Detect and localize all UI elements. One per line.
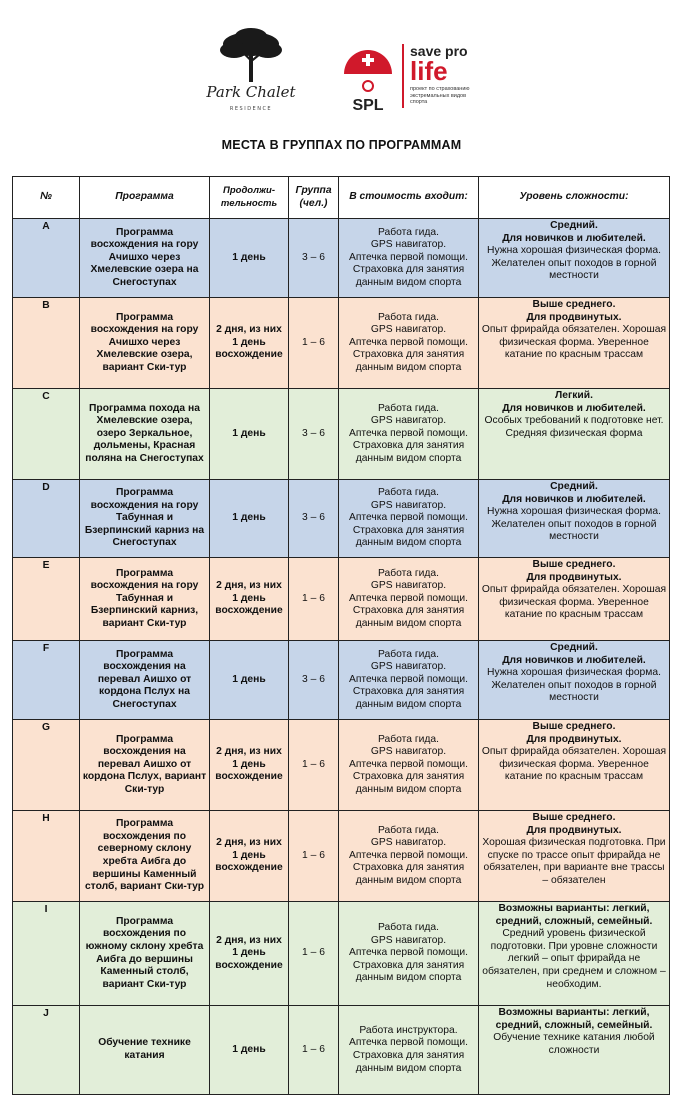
- svg-text:SPL: SPL: [352, 97, 384, 114]
- table-row: [13, 1006, 670, 1095]
- included-item: Работа гида.: [378, 311, 439, 323]
- included-item: Работа гида.: [378, 487, 439, 499]
- included-cell: [339, 720, 479, 811]
- level-cell: [479, 1006, 670, 1095]
- spl-tagline: проект по страхованию экстремальных видов спорта: [410, 86, 470, 105]
- row-num: H: [13, 811, 80, 902]
- program-name: Обучение технике катания: [80, 1006, 210, 1095]
- included-cell: [339, 298, 479, 389]
- program-name: Программа восхождения по северному склону хребта Аибга до вершины Каменный столб, вариант Ски-тур: [80, 811, 210, 902]
- group-size: 3 – 6: [289, 641, 339, 720]
- included-item: Аптечка первой помощи.: [348, 512, 469, 524]
- included-item: Аптечка первой помощи.: [348, 849, 469, 861]
- level-description: Хорошая физическая подготовка. При спуске по трассе опыт фрирайда не обязателен, при варианте вне трассы – обязателен: [482, 837, 666, 886]
- included-item: Страховка для занятия данным видом спорта: [352, 959, 465, 984]
- level-cell: [479, 219, 670, 298]
- level-title: Выше среднего.: [532, 721, 616, 732]
- included-item: Страховка для занятия данным видом спорта: [352, 440, 465, 464]
- table-row: [13, 902, 670, 1006]
- level-cell: [479, 480, 670, 558]
- included-item: GPS навигатор.: [370, 580, 447, 592]
- duration: 2 дня, из них 1 день восхождение: [210, 558, 289, 641]
- duration: 2 дня, из них 1 день восхождение: [210, 902, 289, 1006]
- level-title: Средний.: [550, 481, 598, 492]
- programs-table: [12, 176, 670, 1095]
- program-name: Программа восхождения на перевал Аишхо от кордона Пслух на Снегоступах: [80, 641, 210, 720]
- included-cell: [339, 389, 479, 480]
- table-row: [13, 298, 670, 389]
- table-row: [13, 720, 670, 811]
- row-num: D: [13, 480, 80, 558]
- program-name: Программа похода на Хмелевские озера, озеро Зеркальное, дольмены, Красная поляна на Снегоступах: [80, 389, 210, 480]
- included-item: Работа гида.: [378, 567, 439, 579]
- row-num: B: [13, 298, 80, 389]
- table-row: [13, 389, 670, 480]
- included-item: Работа гида.: [378, 226, 439, 238]
- svg-text:Park Chalet: Park Chalet: [206, 83, 296, 101]
- level-title: Средний.: [550, 642, 598, 653]
- included-item: Аптечка первой помощи.: [348, 336, 469, 348]
- row-num: E: [13, 558, 80, 641]
- level-title: Средний.: [550, 220, 598, 231]
- program-name: Программа восхождения на гору Ачишхо через Хмелевские озера на Снегоступах: [80, 219, 210, 298]
- group-size: 3 – 6: [289, 480, 339, 558]
- table-row: [13, 641, 670, 720]
- save-pro-life-logo: [338, 44, 483, 124]
- duration: 2 дня, из них 1 день восхождение: [210, 298, 289, 389]
- level-description: Опыт фрирайда обязателен. Хорошая физическая форма. Уверенное катание по красным трассам: [481, 584, 667, 621]
- included-item: GPS навигатор.: [370, 934, 447, 946]
- included-item: GPS навигатор.: [370, 661, 447, 673]
- included-item: Страховка для занятия данным видом спорта: [352, 1050, 465, 1074]
- included-item: Аптечка первой помощи.: [348, 758, 469, 770]
- group-size: 1 – 6: [289, 558, 339, 641]
- level-description: Опыт фрирайда обязателен. Хорошая физическая форма. Уверенное катание по красным трассам: [481, 746, 667, 783]
- svg-text:RESIDENCE: RESIDENCE: [229, 106, 273, 112]
- page-title: МЕСТА В ГРУППАХ ПО ПРОГРАММАМ: [221, 138, 462, 152]
- level-cell: [479, 558, 670, 641]
- group-size: 1 – 6: [289, 1006, 339, 1095]
- header-group: Группа (чел.): [289, 177, 339, 219]
- table-row: [13, 811, 670, 902]
- level-audience: Для новичков и любителей.: [502, 402, 646, 414]
- level-description: Особых требований к подготовке нет. Средняя физическая форма: [484, 415, 664, 439]
- level-audience: Для новичков и любителей.: [502, 232, 646, 244]
- included-item: Аптечка первой помощи.: [348, 947, 469, 959]
- included-item: Работа гида.: [378, 824, 439, 836]
- included-item: Работа гида.: [378, 402, 439, 414]
- included-item: Страховка для занятия данным видом спорта: [352, 349, 465, 373]
- included-cell: [339, 641, 479, 720]
- level-description: Нужна хорошая физическая форма. Желателен опыт походов в горной местности: [487, 245, 661, 282]
- group-size: 1 – 6: [289, 298, 339, 389]
- header-included: В стоимость входит:: [339, 177, 479, 219]
- group-size: 1 – 6: [289, 720, 339, 811]
- level-audience: Для новичков и любителей.: [502, 493, 646, 505]
- level-title: Выше среднего.: [532, 812, 616, 823]
- included-item: GPS навигатор.: [370, 324, 447, 336]
- included-cell: [339, 480, 479, 558]
- program-name: Программа восхождения по южному склону хребта Аибга до вершины Каменный столб, вариант Ски-тур: [80, 902, 210, 1006]
- header-program: Программа: [80, 177, 210, 219]
- table-row: [13, 558, 670, 641]
- level-cell: [479, 902, 670, 1006]
- program-name: Программа восхождения на гору Табунная и Бзерпинский карниз на Снегоступах: [80, 480, 210, 558]
- included-item: Страховка для занятия данным видом спорта: [352, 524, 465, 549]
- level-audience: Для продвинутых.: [526, 824, 622, 836]
- group-size: 1 – 6: [289, 902, 339, 1006]
- included-item: Аптечка первой помощи.: [348, 251, 469, 263]
- included-item: Аптечка первой помощи.: [348, 1037, 469, 1049]
- included-item: GPS навигатор.: [370, 499, 447, 511]
- included-item: Страховка для занятия данным видом спорта: [352, 264, 465, 288]
- level-cell: [479, 389, 670, 480]
- level-description: Обучение технике катания любой сложности: [493, 1032, 655, 1056]
- level-audience: Для продвинутых.: [526, 571, 622, 583]
- level-audience: Для продвинутых.: [526, 733, 622, 745]
- row-num: A: [13, 219, 80, 298]
- included-item: GPS навигатор.: [370, 837, 447, 849]
- spl-parachute-icon: [338, 44, 398, 114]
- included-item: GPS навигатор.: [370, 239, 447, 251]
- table-row: [13, 480, 670, 558]
- row-num: I: [13, 902, 80, 1006]
- level-cell: [479, 641, 670, 720]
- header-logos: [0, 22, 683, 122]
- included-cell: [339, 558, 479, 641]
- row-num: F: [13, 641, 80, 720]
- level-cell: [479, 811, 670, 902]
- level-description: Нужна хорошая физическая форма. Желателен опыт походов в горной местности: [487, 506, 661, 543]
- duration: 2 дня, из них 1 день восхождение: [210, 811, 289, 902]
- level-audience: Для новичков и любителей.: [502, 654, 646, 666]
- level-title: Выше среднего.: [532, 559, 616, 570]
- included-item: Страховка для занятия данным видом спорта: [352, 862, 465, 886]
- duration: 1 день: [210, 641, 289, 720]
- header-num: №: [13, 177, 80, 219]
- duration: 1 день: [210, 219, 289, 298]
- header-duration: Продолжи-тельность: [210, 177, 289, 219]
- level-description: Нужна хорошая физическая форма. Желателен опыт походов в горной местности: [487, 667, 661, 704]
- row-num: G: [13, 720, 80, 811]
- program-name: Программа восхождения на гору Ачишхо через Хмелевские озера, вариант Ски-тур: [80, 298, 210, 389]
- program-name: Программа восхождения на перевал Аишхо от кордона Пслух, вариант Ски-тур: [80, 720, 210, 811]
- header-level: Уровень сложности:: [479, 177, 670, 219]
- park-chalet-logo: [196, 22, 306, 114]
- included-item: Работа инструктора.: [359, 1024, 458, 1036]
- included-item: Страховка для занятия данным видом спорта: [352, 686, 465, 710]
- included-item: GPS навигатор.: [370, 415, 447, 427]
- included-item: Аптечка первой помощи.: [348, 592, 469, 604]
- group-size: 3 – 6: [289, 219, 339, 298]
- included-item: Аптечка первой помощи.: [348, 427, 469, 439]
- table-row: [13, 219, 670, 298]
- spl-save-pro-text: save pro: [410, 43, 468, 59]
- included-cell: [339, 811, 479, 902]
- included-item: Страховка для занятия данным видом спорта: [352, 605, 465, 629]
- group-size: 1 – 6: [289, 811, 339, 902]
- program-name: Программа восхождения на гору Табунная и Бзерпинский карниз, вариант Ски-тур: [80, 558, 210, 641]
- level-audience: Для продвинутых.: [526, 311, 622, 323]
- level-title: Легкий.: [555, 390, 593, 401]
- included-item: Аптечка первой помощи.: [348, 673, 469, 685]
- level-cell: [479, 298, 670, 389]
- included-item: GPS навигатор.: [370, 746, 447, 758]
- spl-life-text: life: [410, 56, 448, 86]
- included-item: Работа гида.: [378, 922, 439, 934]
- duration: 2 дня, из них 1 день восхождение: [210, 720, 289, 811]
- duration: 1 день: [210, 1006, 289, 1095]
- level-title: Возможны варианты: легкий, средний, сложный, семейный.: [495, 1007, 653, 1031]
- duration: 1 день: [210, 480, 289, 558]
- included-item: Работа гида.: [378, 648, 439, 660]
- level-description: Опыт фрирайда обязателен. Хорошая физическая форма. Уверенное катание по красным трассам: [481, 324, 667, 361]
- level-cell: [479, 720, 670, 811]
- row-num: J: [13, 1006, 80, 1095]
- level-description: Средний уровень физической подготовки. При уровне сложности легкий – опыт фрирайда не обязателен, при среднем и сложном – необходим.: [482, 928, 666, 990]
- included-cell: [339, 902, 479, 1006]
- duration: 1 день: [210, 389, 289, 480]
- included-item: Страховка для занятия данным видом спорта: [352, 771, 465, 795]
- included-cell: [339, 219, 479, 298]
- table-header-row: [13, 177, 670, 219]
- group-size: 3 – 6: [289, 389, 339, 480]
- included-item: Работа гида.: [378, 733, 439, 745]
- level-title: Возможны варианты: легкий, средний, сложный, семейный.: [495, 903, 653, 927]
- row-num: C: [13, 389, 80, 480]
- included-cell: [339, 1006, 479, 1095]
- level-title: Выше среднего.: [532, 299, 616, 310]
